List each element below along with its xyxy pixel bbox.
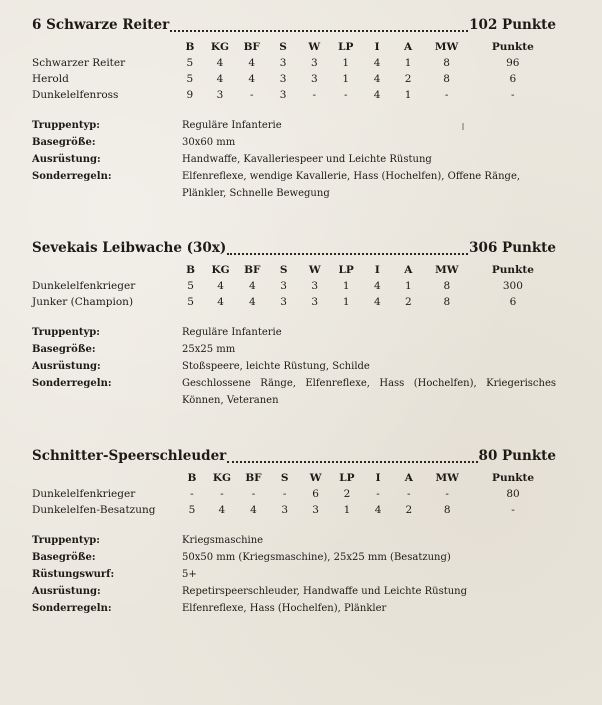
stat-header-blank xyxy=(32,39,176,55)
property-label: Sonderregeln: xyxy=(32,171,112,182)
property-row xyxy=(32,549,556,566)
stat-header-s: S xyxy=(279,264,288,276)
property-row xyxy=(32,600,556,617)
stat-row xyxy=(32,87,556,103)
property-label: Ausrüstung: xyxy=(32,154,101,165)
stat-value-lp: 1 xyxy=(343,504,351,516)
stat-value-b: 5 xyxy=(187,280,194,292)
stat-row xyxy=(32,55,556,71)
property-row xyxy=(32,341,556,358)
stat-header-punkte: Punkte xyxy=(492,472,535,484)
stat-value-b: 5 xyxy=(186,73,194,85)
stat-header-blank xyxy=(32,262,176,278)
property-row xyxy=(32,117,556,134)
property-row xyxy=(32,358,556,375)
property-row xyxy=(32,324,556,341)
unit-title-line xyxy=(32,448,556,468)
stat-row xyxy=(32,502,556,518)
stat-table xyxy=(32,470,556,518)
stat-value-w: 3 xyxy=(312,504,319,516)
stat-value-mw: 8 xyxy=(443,73,450,85)
stat-header-row xyxy=(32,262,556,278)
leader-dots xyxy=(227,460,477,463)
stat-row xyxy=(32,486,556,502)
property-value: 50x50 mm (Kriegsmaschine), 25x25 mm (Besatzung) xyxy=(182,552,451,563)
property-row xyxy=(32,566,556,583)
stat-value-kg: 4 xyxy=(217,280,224,292)
stat-value-s: 3 xyxy=(279,73,287,85)
stat-value-s: 3 xyxy=(281,504,288,516)
leader-dots xyxy=(170,29,468,32)
unit-entry-schnitter-speerschleuder xyxy=(32,448,556,617)
property-value: Elfenreflexe, Hass (Hochelfen), Plänkler xyxy=(182,603,387,614)
stat-value-lp: 1 xyxy=(342,57,350,69)
stat-value-lp: 1 xyxy=(342,73,350,85)
stat-header-lp: LP xyxy=(339,472,355,484)
stat-value-a: 1 xyxy=(404,57,412,69)
stat-value-s: 3 xyxy=(279,57,287,69)
stat-header-b: B xyxy=(187,472,197,484)
stat-value-a: 1 xyxy=(404,89,412,101)
model-name: Dunkelelfen-Besatzung xyxy=(32,504,156,516)
unit-entry-schwarze-reiter xyxy=(32,17,556,202)
stat-value-lp: - xyxy=(343,89,348,101)
property-label: Ausrüstung: xyxy=(32,361,101,372)
stat-value-s: 3 xyxy=(280,296,287,308)
stat-value-w: 6 xyxy=(312,488,319,500)
stat-header-lp: LP xyxy=(338,264,354,276)
property-value: 5+ xyxy=(182,569,197,580)
stat-value-i: 4 xyxy=(373,89,381,101)
stat-header-b: B xyxy=(185,41,195,53)
stat-value-b: 5 xyxy=(188,504,196,516)
stat-value-b: 5 xyxy=(186,57,194,69)
property-value: Stoßspeere, leichte Rüstung, Schilde xyxy=(182,361,370,372)
stat-value-w: 3 xyxy=(311,280,319,292)
unit-entry-sevekais-leibwache xyxy=(32,240,556,409)
stat-value-kg: 4 xyxy=(217,296,224,308)
stat-value-bf: 4 xyxy=(248,57,256,69)
stat-value-kg: 4 xyxy=(216,73,224,85)
property-row xyxy=(32,532,556,549)
stat-table xyxy=(32,39,556,103)
property-label: Basegröße: xyxy=(32,137,96,148)
stat-value-bf: - xyxy=(249,89,254,101)
unit-properties xyxy=(32,324,556,409)
stat-value-kg: 3 xyxy=(216,89,224,101)
property-label: Truppentyp: xyxy=(32,535,100,546)
unit-title-line xyxy=(32,17,556,37)
stat-header-punkte: Punkte xyxy=(491,264,534,276)
model-name: Junker (Champion) xyxy=(32,296,134,308)
property-label: Sonderregeln: xyxy=(32,603,112,614)
stat-value-kg: 4 xyxy=(216,57,224,69)
stat-value-punkte: 6 xyxy=(509,296,517,308)
stat-header-blank xyxy=(32,470,178,486)
stat-row xyxy=(32,71,556,87)
stat-header-punkte: Punkte xyxy=(491,41,534,53)
stat-value-a: 2 xyxy=(405,504,413,516)
property-label: Basegröße: xyxy=(32,344,96,355)
stat-value-mw: 8 xyxy=(443,504,451,516)
stat-value-bf: 4 xyxy=(248,280,256,292)
property-value: Handwaffe, Kavalleriespeer und Leichte Rüstung xyxy=(182,154,432,165)
stat-row xyxy=(32,278,556,294)
stat-header-mw: MW xyxy=(435,472,459,484)
property-label: Sonderregeln: xyxy=(32,378,112,389)
stat-value-a: 2 xyxy=(404,73,412,85)
stat-value-punkte: 6 xyxy=(509,73,517,85)
stat-header-a: A xyxy=(404,472,413,484)
stat-value-bf: 4 xyxy=(250,504,257,516)
stat-header-a: A xyxy=(404,264,413,276)
stat-header-a: A xyxy=(403,41,413,53)
stat-value-w: 3 xyxy=(311,296,319,308)
stat-header-mw: MW xyxy=(435,264,459,276)
stat-value-s: 3 xyxy=(280,280,287,292)
stat-value-a: 1 xyxy=(404,280,412,292)
stat-header-bf: BF xyxy=(243,41,260,53)
property-label: Rüstungswurf: xyxy=(32,569,115,580)
stat-header-w: W xyxy=(309,472,322,484)
model-name: Dunkelelfenkrieger xyxy=(32,280,136,292)
model-name: Schwarzer Reiter xyxy=(32,57,126,69)
stat-header-i: I xyxy=(374,41,380,53)
unit-points: 102 Punkte xyxy=(469,17,556,33)
unit-properties xyxy=(32,117,556,202)
property-label: Basegröße: xyxy=(32,552,96,563)
stat-value-punkte: 300 xyxy=(502,280,523,292)
unit-points: 80 Punkte xyxy=(478,448,556,464)
property-row xyxy=(32,375,556,409)
stat-value-mw: 8 xyxy=(443,280,451,292)
model-name: Dunkelelfenross xyxy=(32,89,119,101)
stat-header-s: S xyxy=(279,41,287,53)
stat-value-i: - xyxy=(376,488,380,500)
unit-title: Schnitter-Speerschleuder xyxy=(32,448,227,464)
stat-value-w: 3 xyxy=(310,57,318,69)
stat-value-b: 5 xyxy=(187,296,194,308)
stat-value-w: 3 xyxy=(310,73,318,85)
stat-header-bf: BF xyxy=(244,264,261,276)
stat-value-i: 4 xyxy=(373,57,381,69)
unit-title: 6 Schwarze Reiter xyxy=(32,17,170,33)
stat-header-row xyxy=(32,470,556,486)
stat-value-bf: 4 xyxy=(248,296,256,308)
stat-value-i: 4 xyxy=(374,296,381,308)
stat-value-b: 9 xyxy=(186,89,194,101)
stat-value-lp: 1 xyxy=(342,280,350,292)
stat-value-i: 4 xyxy=(374,504,382,516)
leader-dots xyxy=(227,252,468,255)
property-row xyxy=(32,583,556,600)
stat-value-i: 4 xyxy=(374,280,381,292)
stat-header-lp: LP xyxy=(338,41,354,53)
stat-header-mw: MW xyxy=(434,41,459,53)
property-label: Truppentyp: xyxy=(32,120,100,131)
stat-value-b: - xyxy=(190,488,194,500)
stat-header-kg: KG xyxy=(212,472,231,484)
stat-value-mw: - xyxy=(445,488,449,500)
stat-value-punkte: - xyxy=(511,89,515,101)
stat-value-i: 4 xyxy=(373,73,381,85)
stat-header-s: S xyxy=(280,472,289,484)
stat-value-mw: - xyxy=(444,89,449,101)
stat-value-lp: 2 xyxy=(343,488,351,500)
property-value: Kriegsmaschine xyxy=(182,535,264,546)
unit-title: Sevekais Leibwache (30x) xyxy=(32,240,227,256)
property-value: Geschlossene Ränge, Elfenreflexe, Hass (Hochelfen), Kriegerisches Können, Veteranen xyxy=(182,378,556,406)
stat-value-bf: 4 xyxy=(248,73,256,85)
stat-value-bf: - xyxy=(251,488,256,500)
property-value: Reguläre Infanterie xyxy=(182,120,282,131)
stat-value-w: - xyxy=(312,89,317,101)
property-value: 25x25 mm xyxy=(182,344,236,355)
stat-table xyxy=(32,262,556,310)
stat-header-i: I xyxy=(374,264,380,276)
stat-header-bf: BF xyxy=(245,472,262,484)
stat-value-mw: 8 xyxy=(443,296,451,308)
stat-value-punkte: 96 xyxy=(506,57,520,69)
model-name: Dunkelelfenkrieger xyxy=(32,488,136,500)
stat-header-w: W xyxy=(308,264,321,276)
property-row xyxy=(32,168,556,202)
unit-properties xyxy=(32,532,556,617)
property-value: Elfenreflexe, wendige Kavallerie, Hass (Hochelfen), Offene Ränge, Plänkler, Schnelle Bewegung xyxy=(182,171,521,199)
unit-points: 306 Punkte xyxy=(469,240,556,256)
stat-value-lp: 1 xyxy=(342,296,350,308)
stat-value-kg: - xyxy=(220,488,224,500)
stat-value-punkte: - xyxy=(511,504,515,516)
stat-value-punkte: 80 xyxy=(506,488,520,500)
property-label: Truppentyp: xyxy=(32,327,100,338)
unit-title-line xyxy=(32,240,556,260)
property-label: Ausrüstung: xyxy=(32,586,101,597)
stat-value-mw: 8 xyxy=(443,57,450,69)
stat-value-s: 3 xyxy=(279,89,287,101)
stat-header-i: I xyxy=(375,472,381,484)
model-name: Herold xyxy=(32,73,69,85)
stat-value-a: - xyxy=(407,488,411,500)
property-value: 30x60 mm xyxy=(182,137,236,148)
property-row xyxy=(32,134,556,151)
stat-value-s: - xyxy=(282,488,287,500)
stat-header-row xyxy=(32,39,556,55)
stat-header-b: B xyxy=(186,264,195,276)
stat-header-w: W xyxy=(308,41,321,53)
stat-header-kg: KG xyxy=(210,41,230,53)
stat-header-kg: KG xyxy=(211,264,230,276)
property-value: Reguläre Infanterie xyxy=(182,327,282,338)
stat-value-kg: 4 xyxy=(218,504,226,516)
stat-row xyxy=(32,294,556,310)
property-value: Repetirspeerschleuder, Handwaffe und Leichte Rüstung xyxy=(182,586,468,597)
stat-value-a: 2 xyxy=(404,296,412,308)
property-row xyxy=(32,151,556,168)
